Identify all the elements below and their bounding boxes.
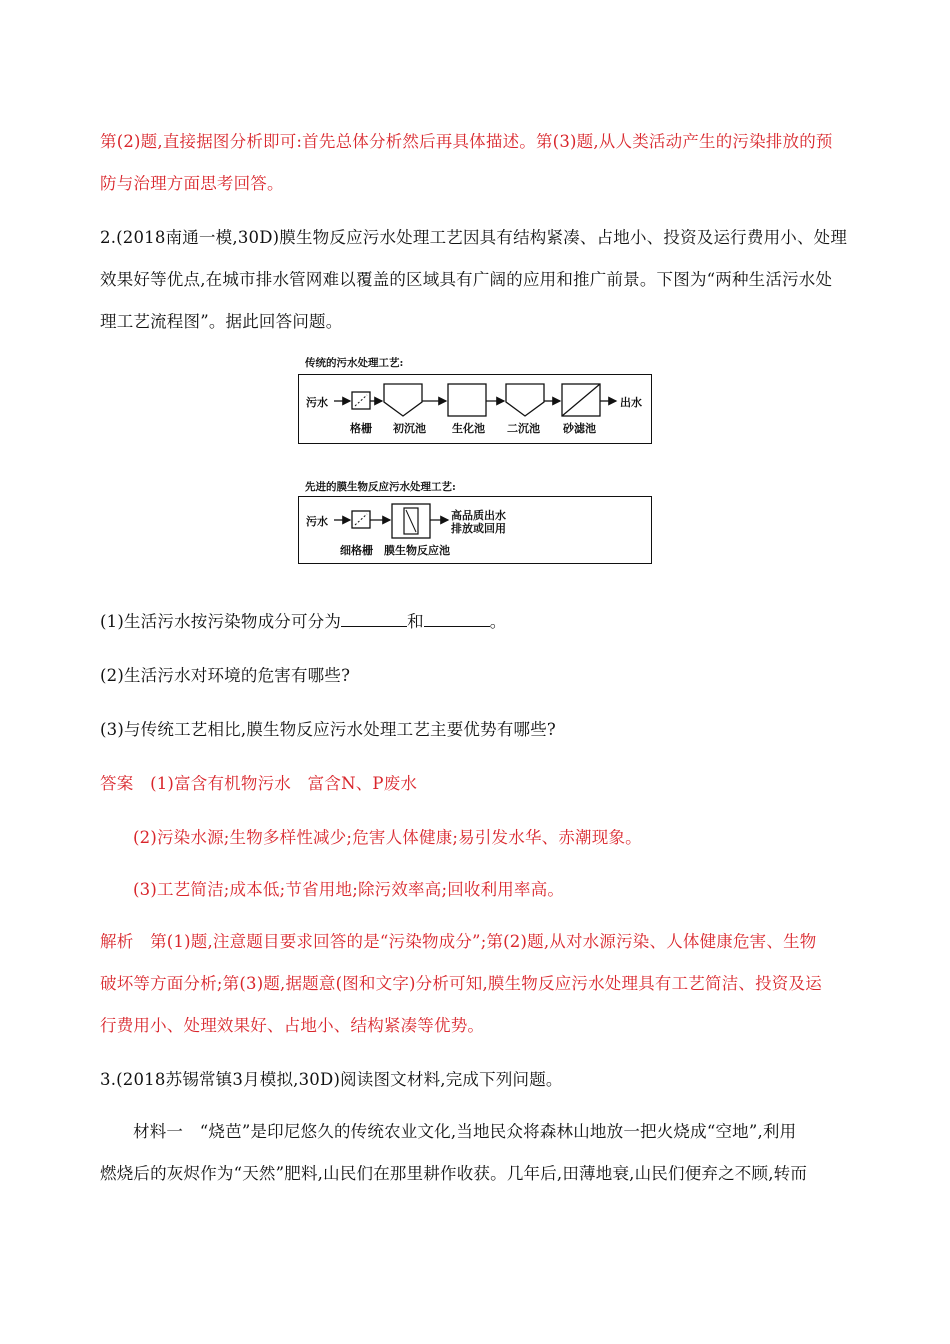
traditional-output-label: 出水 (620, 396, 642, 409)
answer-line-3: (3)工艺简洁;成本低;节省用地;除污效率高;回收利用率高。 (133, 880, 565, 899)
question2-line-2: 效果好等优点,在城市排水管网难以覆盖的区域具有广阔的应用和推广前景。下图为“两种生活污水处 (100, 270, 833, 289)
stage-label-primary: 初沉池 (393, 422, 426, 435)
analysis-line-1: 解析 第(1)题,注意题目要求回答的是“污染物成分”;第(2)题,从对水源污染、人体健康危害、生物 (100, 932, 817, 951)
stage-label-grid: 格栅 (350, 422, 372, 435)
answer-blank-1[interactable] (341, 612, 407, 627)
secondary-clarifier-shape (506, 384, 544, 416)
material-line-1: 材料一 “烧芭”是印尼悠久的传统农业文化,当地民众将森林山地放一把火烧成“空地”,利用 (133, 1122, 797, 1141)
intro-line-2: 防与治理方面思考回答。 (100, 174, 284, 193)
answer-blank-2[interactable] (424, 612, 490, 627)
stage-label-fine-screen: 细格栅 (340, 544, 373, 557)
traditional-title: 传统的污水处理工艺: (305, 357, 404, 369)
subquestion-3: (3)与传统工艺相比,膜生物反应污水处理工艺主要优势有哪些? (100, 720, 556, 739)
stage-label-secondary: 二沉池 (507, 422, 540, 435)
subquestion-1 (100, 608, 506, 632)
stage-label-biochemical: 生化池 (452, 422, 485, 435)
question2-line-3: 理工艺流程图”。据此回答问题。 (100, 312, 343, 331)
advanced-output-line-1: 高品质出水 (451, 509, 506, 522)
primary-clarifier-shape (384, 384, 422, 416)
answer-line-1: 答案 (1)富含有机物污水 富含N、P废水 (100, 774, 418, 793)
subquestion-1-prefix: (1)生活污水按污染物成分可分为 (100, 612, 342, 631)
advanced-title: 先进的膜生物反应污水处理工艺: (305, 481, 456, 493)
question3-line-1: 3.(2018苏锡常镇3月模拟,30D)阅读图文材料,完成下列问题。 (100, 1070, 563, 1089)
intro-line-1: 第(2)题,直接据图分析即可:首先总体分析然后再具体描述。第(3)题,从人类活动产生的污染排放的预 (100, 132, 833, 151)
traditional-input-label: 污水 (306, 396, 328, 409)
advanced-output-line-2: 排放或回用 (451, 522, 506, 535)
question2-line-1: 2.(2018南通一模,30D)膜生物反应污水处理工艺因具有结构紧凑、占地小、投资及运行费用小、处理 (100, 228, 848, 247)
material-line-2: 燃烧后的灰烬作为“天然”肥料,山民们在那里耕作收获。几年后,田薄地衰,山民们便弃之不顾,转而 (100, 1164, 808, 1183)
advanced-input-label: 污水 (306, 515, 328, 528)
subquestion-1-suffix: 。 (489, 612, 507, 631)
analysis-line-3: 行费用小、处理效果好、占地小、结构紧凑等优势。 (100, 1016, 485, 1035)
stage-label-membrane: 膜生物反应池 (384, 544, 450, 557)
answer-line-2: (2)污染水源;生物多样性减少;危害人体健康;易引发水华、赤潮现象。 (133, 828, 642, 847)
biochemical-tank-shape (448, 384, 486, 416)
analysis-line-2: 破坏等方面分析;第(3)题,据题意(图和文字)分析可知,膜生物反应污水处理具有工艺简洁、投资及运 (100, 974, 822, 993)
subquestion-2: (2)生活污水对环境的危害有哪些? (100, 666, 351, 685)
stage-label-sandfilter: 砂滤池 (563, 422, 596, 435)
subquestion-1-mid: 和 (407, 612, 424, 631)
